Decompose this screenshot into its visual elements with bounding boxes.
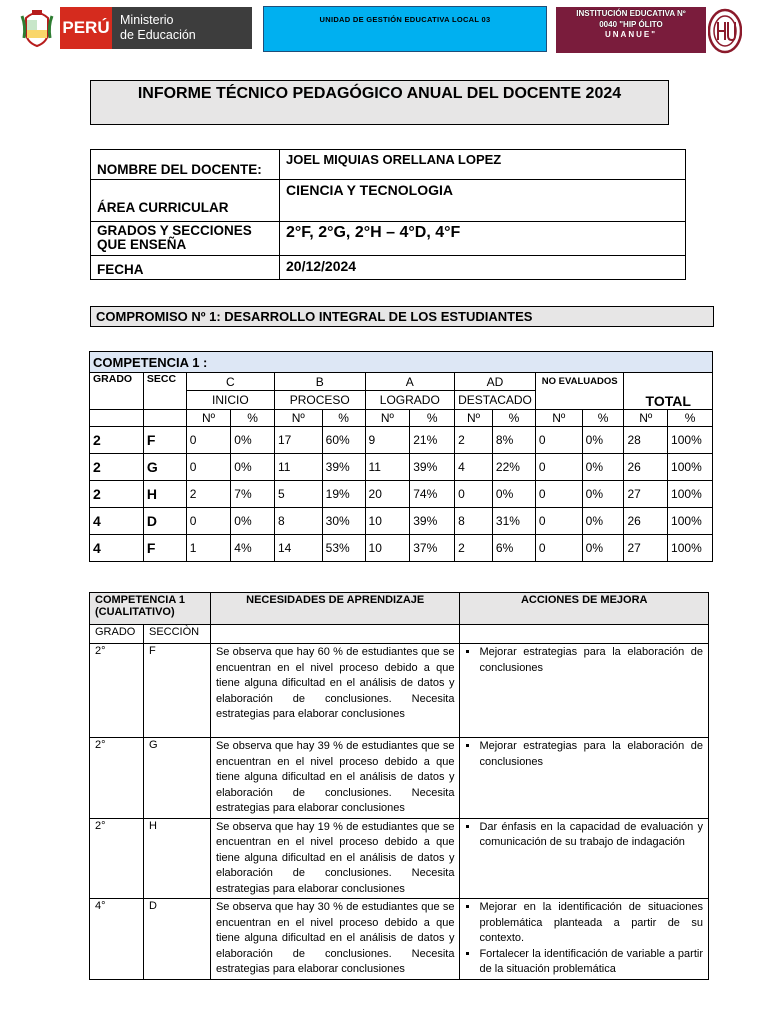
cell-value: 0 — [535, 454, 582, 481]
col-pct: % — [668, 410, 713, 427]
cell-value: 0% — [231, 454, 275, 481]
table-row — [90, 508, 713, 535]
cell-value: 21% — [410, 427, 455, 454]
cell-value: 8 — [455, 508, 493, 535]
cell-secc: F — [143, 427, 186, 454]
cell-value: 17 — [274, 427, 322, 454]
cell-grado: 2° — [90, 738, 144, 819]
compromiso-heading: COMPROMISO Nº 1: DESARROLLO INTEGRAL DE LOS ESTUDIANTES — [90, 306, 714, 327]
cell-value: 0% — [582, 454, 624, 481]
cell-value: 0 — [535, 427, 582, 454]
col-pct: % — [582, 410, 624, 427]
cell-secc: D — [143, 508, 186, 535]
cell-value: 8% — [492, 427, 535, 454]
col-pct: % — [322, 410, 365, 427]
cell-actions — [460, 899, 709, 980]
cell-value: 100% — [668, 454, 713, 481]
cell-grado: 2 — [90, 454, 144, 481]
cell-grado: 4 — [90, 535, 144, 562]
cell-value: 0% — [231, 427, 275, 454]
cell-value: 28 — [624, 427, 668, 454]
cell-value: 100% — [668, 535, 713, 562]
col-n: Nº — [455, 410, 493, 427]
cell-need: Se observa que hay 39 % de estudiantes que se encuentran en el nivel proceso debido a que tiene alguna dificultad en el análisis de datos y elaboración de conclusiones. Necesita estrategias para elaborar conclusiones — [210, 738, 460, 819]
col-pct: % — [231, 410, 275, 427]
blank-cell — [210, 625, 460, 644]
cell-value: 10 — [365, 508, 410, 535]
cell-value: 8 — [274, 508, 322, 535]
cell-value: 11 — [365, 454, 410, 481]
cell-value: 100% — [668, 427, 713, 454]
level-c: C — [186, 373, 274, 391]
col-pct: % — [492, 410, 535, 427]
cell-value: 20 — [365, 481, 410, 508]
cell-actions — [460, 738, 709, 819]
cell-actions — [460, 644, 709, 738]
cell-grado: 2° — [90, 644, 144, 738]
info-value: 20/12/2024 — [280, 256, 686, 280]
cell-value: 26 — [624, 454, 668, 481]
info-row-area — [91, 180, 686, 222]
action-item: ▪ Mejorar estrategias para la elaboración de conclusiones — [479, 739, 703, 770]
table-row — [90, 818, 709, 899]
cell-value: 10 — [365, 535, 410, 562]
info-label: ÁREA CURRICULAR — [91, 180, 280, 222]
table-row — [90, 481, 713, 508]
cell-value: 39% — [410, 508, 455, 535]
institution-line2: 0040 "HIP ÓLITO — [599, 19, 663, 29]
cell-grado: 4 — [90, 508, 144, 535]
action-item: ▪ Mejorar estrategias para la elaboración de conclusiones — [479, 645, 703, 676]
header-seccion: SECCIÒN — [143, 625, 210, 644]
cell-value: 100% — [668, 481, 713, 508]
level-name-proceso: PROCESO — [274, 391, 365, 410]
cell-value: 14 — [274, 535, 322, 562]
col-n: Nº — [186, 410, 231, 427]
cell-value: 22% — [492, 454, 535, 481]
cell-value: 0% — [582, 427, 624, 454]
col-n: Nº — [365, 410, 410, 427]
cell-value: 0 — [455, 481, 493, 508]
cell-secc: H — [143, 481, 186, 508]
blank-cell — [460, 625, 709, 644]
cell-need: Se observa que hay 60 % de estudiantes que se encuentran en el nivel proceso debido a que tiene alguna dificultad en el análisis de datos y elaboración de conclusiones. Necesita estrategias para elaborar conclusiones — [210, 644, 460, 738]
cell-value: 37% — [410, 535, 455, 562]
header-competencia-cualitativo: COMPETENCIA 1 (CUALITATIVO) — [90, 593, 211, 625]
cell-seccion: H — [143, 818, 210, 899]
level-name-destacado: DESTACADO — [455, 391, 536, 410]
cell-value: 0% — [582, 508, 624, 535]
cell-value: 0 — [186, 427, 231, 454]
cell-secc: G — [143, 454, 186, 481]
peru-logo: PERÚ — [60, 7, 112, 49]
level-ad: AD — [455, 373, 536, 391]
header-secc: SECC — [143, 373, 186, 410]
cell-seccion: D — [143, 899, 210, 980]
header-grado: GRADO — [90, 625, 144, 644]
institution-banner — [556, 7, 706, 53]
action-item: ▪ Fortalecer la identificación de variable a partir de la situación problemática — [479, 947, 703, 978]
competencia-heading: COMPETENCIA 1 : — [90, 352, 713, 373]
cell-value: 0 — [535, 508, 582, 535]
cell-seccion: G — [143, 738, 210, 819]
cell-grado: 4° — [90, 899, 144, 980]
col-pct: % — [410, 410, 455, 427]
competencia-qualitative-table — [89, 592, 709, 980]
info-value: JOEL MIQUIAS ORELLANA LOPEZ — [280, 150, 686, 180]
col-n: Nº — [274, 410, 322, 427]
info-value: 2°F, 2°G, 2°H – 4°D, 4°F — [280, 222, 686, 256]
cell-value: 53% — [322, 535, 365, 562]
info-value: CIENCIA Y TECNOLOGIA — [280, 180, 686, 222]
level-name-logrado: LOGRADO — [365, 391, 455, 410]
table-row — [90, 899, 709, 980]
cell-value: 2 — [455, 427, 493, 454]
cell-value: 2 — [186, 481, 231, 508]
table-row — [90, 427, 713, 454]
level-a: A — [365, 373, 455, 391]
col-n: Nº — [535, 410, 582, 427]
level-name-inicio: INICIO — [186, 391, 274, 410]
col-n: Nº — [624, 410, 668, 427]
info-label: NOMBRE DEL DOCENTE: — [91, 150, 280, 180]
cell-value: 11 — [274, 454, 322, 481]
cell-need: Se observa que hay 19 % de estudiantes que se encuentran en el nivel proceso debido a que tiene alguna dificultad en el análisis de datos y elaboración de conclusiones. Necesita estrategias para elaborar conclusiones — [210, 818, 460, 899]
cell-value: 4% — [231, 535, 275, 562]
table-row — [90, 535, 713, 562]
ugel-banner: UNIDAD DE GESTIÓN EDUCATIVA LOCAL 03 — [263, 6, 547, 52]
cell-value: 27 — [624, 481, 668, 508]
school-emblem-icon — [708, 8, 742, 54]
cell-value: 0% — [231, 508, 275, 535]
info-label: FECHA — [91, 256, 280, 280]
cell-value: 39% — [410, 454, 455, 481]
cell-value: 2 — [455, 535, 493, 562]
cell-value: 60% — [322, 427, 365, 454]
info-row-grades — [91, 222, 686, 256]
cell-seccion: F — [143, 644, 210, 738]
cell-value: 39% — [322, 454, 365, 481]
cell-value: 0% — [492, 481, 535, 508]
cell-value: 30% — [322, 508, 365, 535]
report-title: INFORME TÉCNICO PEDAGÓGICO ANUAL DEL DOCENTE 2024 — [90, 80, 669, 125]
info-row-date — [91, 256, 686, 280]
cell-value: 5 — [274, 481, 322, 508]
info-row-name — [91, 150, 686, 180]
cell-value: 19% — [322, 481, 365, 508]
cell-value: 1 — [186, 535, 231, 562]
institution-line1: INSTITUCIÓN EDUCATIVA Nº — [576, 9, 686, 18]
cell-need: Se observa que hay 30 % de estudiantes que se encuentran en el nivel proceso debido a que tiene alguna dificultad en el análisis de datos y elaboración de conclusiones. Necesita estrategias para elaborar conclusiones — [210, 899, 460, 980]
table-row — [90, 738, 709, 819]
header-no-evaluados: NO EVALUADOS — [535, 373, 624, 410]
cell-secc: F — [143, 535, 186, 562]
cell-value: 100% — [668, 508, 713, 535]
header-grado: GRADO — [90, 373, 144, 410]
cell-value: 9 — [365, 427, 410, 454]
cell-value: 27 — [624, 535, 668, 562]
action-item: ▪ Dar énfasis en la capacidad de evaluación y comunicación de su trabajo de indagación — [479, 820, 703, 851]
cell-value: 0% — [582, 535, 624, 562]
cell-actions — [460, 818, 709, 899]
cell-value: 0 — [186, 508, 231, 535]
cell-grado: 2° — [90, 818, 144, 899]
info-label: GRADOS Y SECCIONES QUE ENSEÑA — [91, 222, 280, 256]
header-acciones: ACCIONES DE MEJORA — [460, 593, 709, 625]
competencia-stats-table — [89, 351, 713, 562]
cell-value: 31% — [492, 508, 535, 535]
level-b: B — [274, 373, 365, 391]
action-item: ▪ Mejorar en la identificación de situaciones problemática planteada a partir de su contexto. — [479, 900, 703, 947]
header-necesidades: NECESIDADES DE APRENDIZAJE — [210, 593, 460, 625]
header-total: TOTAL — [624, 373, 713, 410]
cell-value: 74% — [410, 481, 455, 508]
cell-grado: 2 — [90, 427, 144, 454]
cell-value: 0% — [582, 481, 624, 508]
cell-value: 4 — [455, 454, 493, 481]
cell-value: 0 — [535, 535, 582, 562]
cell-grado: 2 — [90, 481, 144, 508]
table-row — [90, 454, 713, 481]
peru-coat-of-arms-icon — [20, 6, 54, 48]
cell-value: 0 — [186, 454, 231, 481]
cell-value: 26 — [624, 508, 668, 535]
institution-line3: UNANUE" — [604, 30, 657, 39]
blank-cell — [143, 410, 186, 427]
cell-value: 0 — [535, 481, 582, 508]
ministry-logo: Ministerio de Educación — [112, 7, 252, 49]
cell-value: 7% — [231, 481, 275, 508]
cell-value: 6% — [492, 535, 535, 562]
table-row — [90, 644, 709, 738]
teacher-info-table — [90, 149, 686, 280]
blank-cell — [90, 410, 144, 427]
